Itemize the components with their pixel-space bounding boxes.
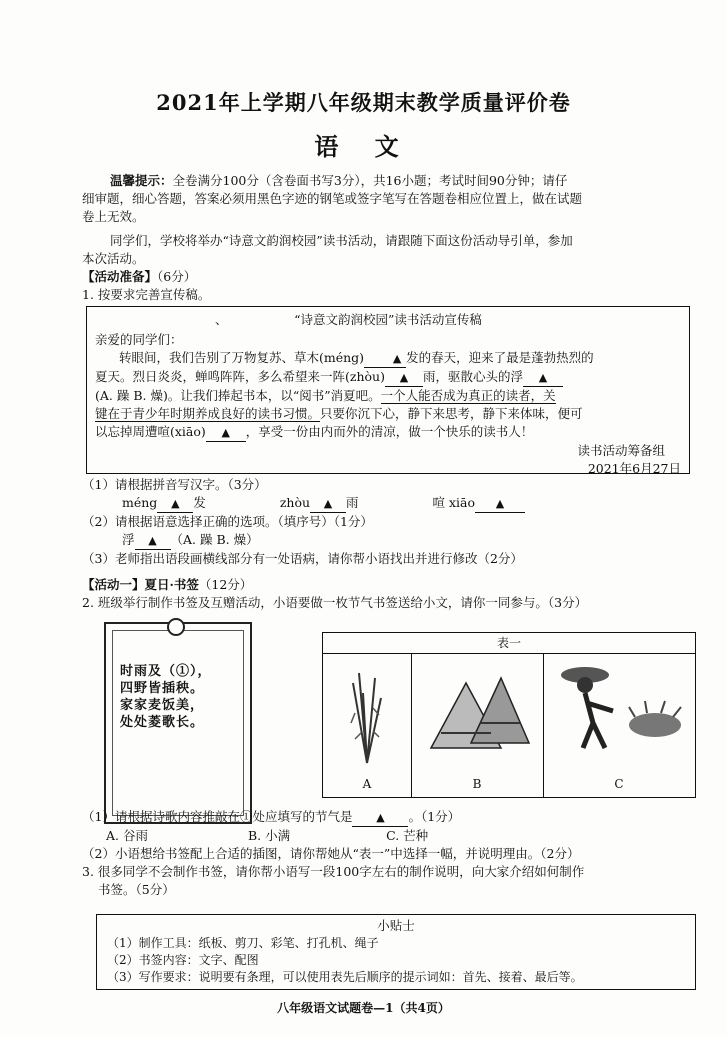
q1-sub-1: （1）请根据拼音写汉字。（3分）: [82, 477, 267, 492]
poem-line-2: 四野皆插秧。: [120, 680, 205, 696]
answer-blank-fu[interactable]: [523, 370, 563, 387]
triangle-marker-icon: ▲: [376, 811, 385, 824]
page-footer: 八年级语文试题卷—1（共4页）: [277, 1001, 450, 1015]
page-title: 2021年上学期八年级期末教学质量评价卷: [156, 90, 571, 115]
section-prep-title: 【活动准备】: [82, 269, 158, 284]
flyer-box: [86, 306, 690, 477]
answer-blank-zhou[interactable]: [385, 370, 423, 387]
option-choices: （A. 躁 B. 燥）: [170, 532, 259, 548]
triangle-marker-icon: ▲: [495, 497, 505, 511]
pinyin-1: méng: [122, 495, 158, 511]
triangle-marker-icon: ▲: [399, 371, 409, 385]
option-b: B. 小满: [247, 827, 291, 843]
flyer-line-4: [95, 405, 681, 423]
zongzi-icon: [411, 653, 543, 773]
answer-blank-3[interactable]: [475, 496, 525, 513]
q1-sub-2: （2）请根据语意选择正确的选项。（填序号）（1分）: [82, 514, 373, 530]
section-prep: [82, 268, 690, 304]
q2-sub-2: （2）小语想给书签配上合适的插图，请你帮她从“表一”中选择一幅，并说明理由。（2分）: [82, 846, 580, 862]
answer-blank-1[interactable]: [157, 496, 193, 513]
flyer-line-2a: 夏天。烈日炎炎，蝉鸣阵阵，多么希望来一阵(zhòu): [95, 369, 385, 385]
flyer-signature: 读书活动筹备组: [577, 443, 665, 459]
q2-subquestions: [82, 808, 690, 899]
poem-line-3: 家家麦饭美，: [120, 697, 205, 713]
pinyin-2: zhòu: [279, 495, 311, 511]
table-cell-a: [323, 653, 412, 797]
flyer-line-1b: 发的春天，迎来了最是蓬勃热烈的: [406, 350, 594, 366]
flyer-underlined-1: 一个人能否成为真正的读者，关: [380, 388, 556, 403]
flyer-dot: 、: [215, 312, 228, 327]
flyer-line-2: [95, 368, 681, 387]
q2-sub-1: [82, 808, 690, 827]
answer-blank-4[interactable]: [135, 533, 171, 550]
triangle-marker-icon: ▲: [171, 497, 180, 511]
table-cell-b: [411, 653, 544, 797]
section-one-points: （12分）: [198, 577, 253, 592]
flyer-line-1: [95, 349, 681, 368]
flyer-body: [95, 331, 681, 478]
triangle-marker-icon: ▲: [538, 371, 548, 385]
bookmark-image: [104, 622, 252, 824]
flyer-line-3: [95, 387, 681, 405]
flyer-line-5a: 以忘掉周遭喧(xiāo): [95, 424, 206, 440]
flyer-title-row: [95, 311, 681, 329]
q2-sub-1-suffix: 。（1分）: [408, 809, 461, 824]
triangle-marker-icon: ▲: [392, 352, 402, 366]
rice-seedling-icon: [323, 653, 411, 773]
flyer-line-5b: ，享受一份由内而外的清凉，做一个快乐的读书人！: [245, 424, 534, 440]
tip-3: （3）写作要求：说明要有条理，可以使用表先后顺序的提示词如：首先、接着、最后等。: [107, 969, 583, 984]
poem-line-1: 时雨及（①），: [120, 664, 212, 679]
notice-line-2: 细审题，细心答题，答案必须用黑色字迹的钢笔或签字笔写在答题卷相应位置上，做在试题: [82, 191, 583, 207]
flyer-greeting: 亲爱的同学们：: [95, 332, 183, 347]
option-a: A. 谷雨: [106, 827, 148, 843]
table-cell-c: [543, 653, 695, 797]
subject-title: 语 文: [314, 132, 413, 161]
label-a: A: [362, 776, 372, 791]
illustration-table: [322, 632, 696, 798]
question-3-line-1: 3. 很多同学不会制作书签，请你帮小语写一段100字左右的制作说明，向大家介绍如何制作: [82, 864, 585, 880]
answer-blank-xiao[interactable]: [206, 425, 246, 442]
section-one: [82, 576, 690, 612]
intro-line-1: 同学们，学校将举办“诗意文韵润校园”读书活动，请跟随下面这份活动导引单，参加: [110, 233, 573, 248]
answer-blank-2[interactable]: [310, 496, 346, 513]
section-one-sub: 夏日·书签: [144, 577, 199, 592]
option-c: C. 芒种: [386, 827, 429, 843]
label-c: C: [614, 776, 624, 791]
intro-line-2: 本次活动。: [82, 251, 145, 267]
tip-1: （1）制作工具：纸板、剪刀、彩笔、打孔机、绳子: [107, 936, 379, 951]
section-prep-points: （6分）: [157, 269, 197, 284]
triangle-marker-icon: ▲: [323, 497, 333, 511]
answer-blank-meng[interactable]: [364, 351, 406, 368]
flyer-title: “诗意文韵润校园”读书活动宣传稿: [294, 312, 482, 327]
option-prefix: 浮: [122, 532, 135, 548]
farmer-harvest-icon: [543, 653, 695, 773]
intro-block: [82, 232, 690, 268]
label-b: B: [472, 776, 482, 791]
triangle-marker-icon: ▲: [221, 426, 231, 440]
q1-sub-3: （3）老师指出语段画横线部分有一处语病，请你帮小语找出并进行修改（2分）: [82, 551, 523, 567]
bookmark-poem: [120, 664, 212, 732]
answer-blank-5[interactable]: [352, 810, 408, 827]
flyer-line-1a: 转眼间，我们告别了万物复苏、草木(méng): [119, 350, 365, 366]
q1-sub-1-answers: [82, 494, 690, 513]
notice-label: 温馨提示：: [110, 173, 173, 188]
poem-line-4: 处处菱歌长。: [120, 714, 205, 730]
flyer-line-2b: 雨，驱散心头的浮: [422, 369, 523, 385]
pinyin-2-suffix: 雨: [346, 495, 359, 511]
flyer-date: 2021年6月27日: [587, 461, 681, 477]
question-1: 1. 按要求完善宣传稿。: [82, 287, 211, 303]
triangle-marker-icon: ▲: [148, 534, 157, 548]
bookmark-ring-icon: [167, 618, 185, 636]
notice-block: [82, 172, 690, 226]
question-2: 2. 班级举行制作书签及互赠活动，小语要做一枚节气书签送给小文，请你一同参与。（3分）: [82, 595, 588, 611]
pinyin-3: 喧 xiāo: [432, 495, 476, 511]
q2-options: [82, 827, 690, 845]
tips-box: [96, 914, 696, 990]
tip-2: （2）书签内容：文字、配图: [107, 952, 259, 967]
tips-title: 小贴士: [377, 918, 415, 933]
q1-subquestions: [82, 476, 690, 568]
section-one-title: 【活动一】: [82, 577, 145, 592]
notice-line-3: 卷上无效。: [82, 209, 145, 225]
flyer-line-5: [95, 423, 681, 442]
table-title: 表一: [323, 633, 695, 654]
flyer-line-4b: 只要你沉下心，静下来思考，静下来体味，便可: [320, 406, 583, 422]
q2-sub-1-text: （1）请根据诗歌内容推敲在①处应填写的节气是: [82, 809, 353, 824]
flyer-underlined-2: 键在于青少年时期养成良好的读书习惯。: [95, 406, 321, 422]
pinyin-1-suffix: 发: [193, 495, 206, 511]
tips-list: [97, 935, 695, 985]
notice-line-1: 全卷满分100分（含卷面书写3分），共16小题；考试时间90分钟；请仔: [172, 173, 568, 188]
flyer-line-3a: (A. 躁 B. 燥)。让我们捧起书本，以“阅书”消夏吧。: [95, 388, 381, 403]
question-3-line-2: 书签。（5分）: [98, 882, 175, 898]
q1-sub-2-answer: [82, 531, 690, 550]
